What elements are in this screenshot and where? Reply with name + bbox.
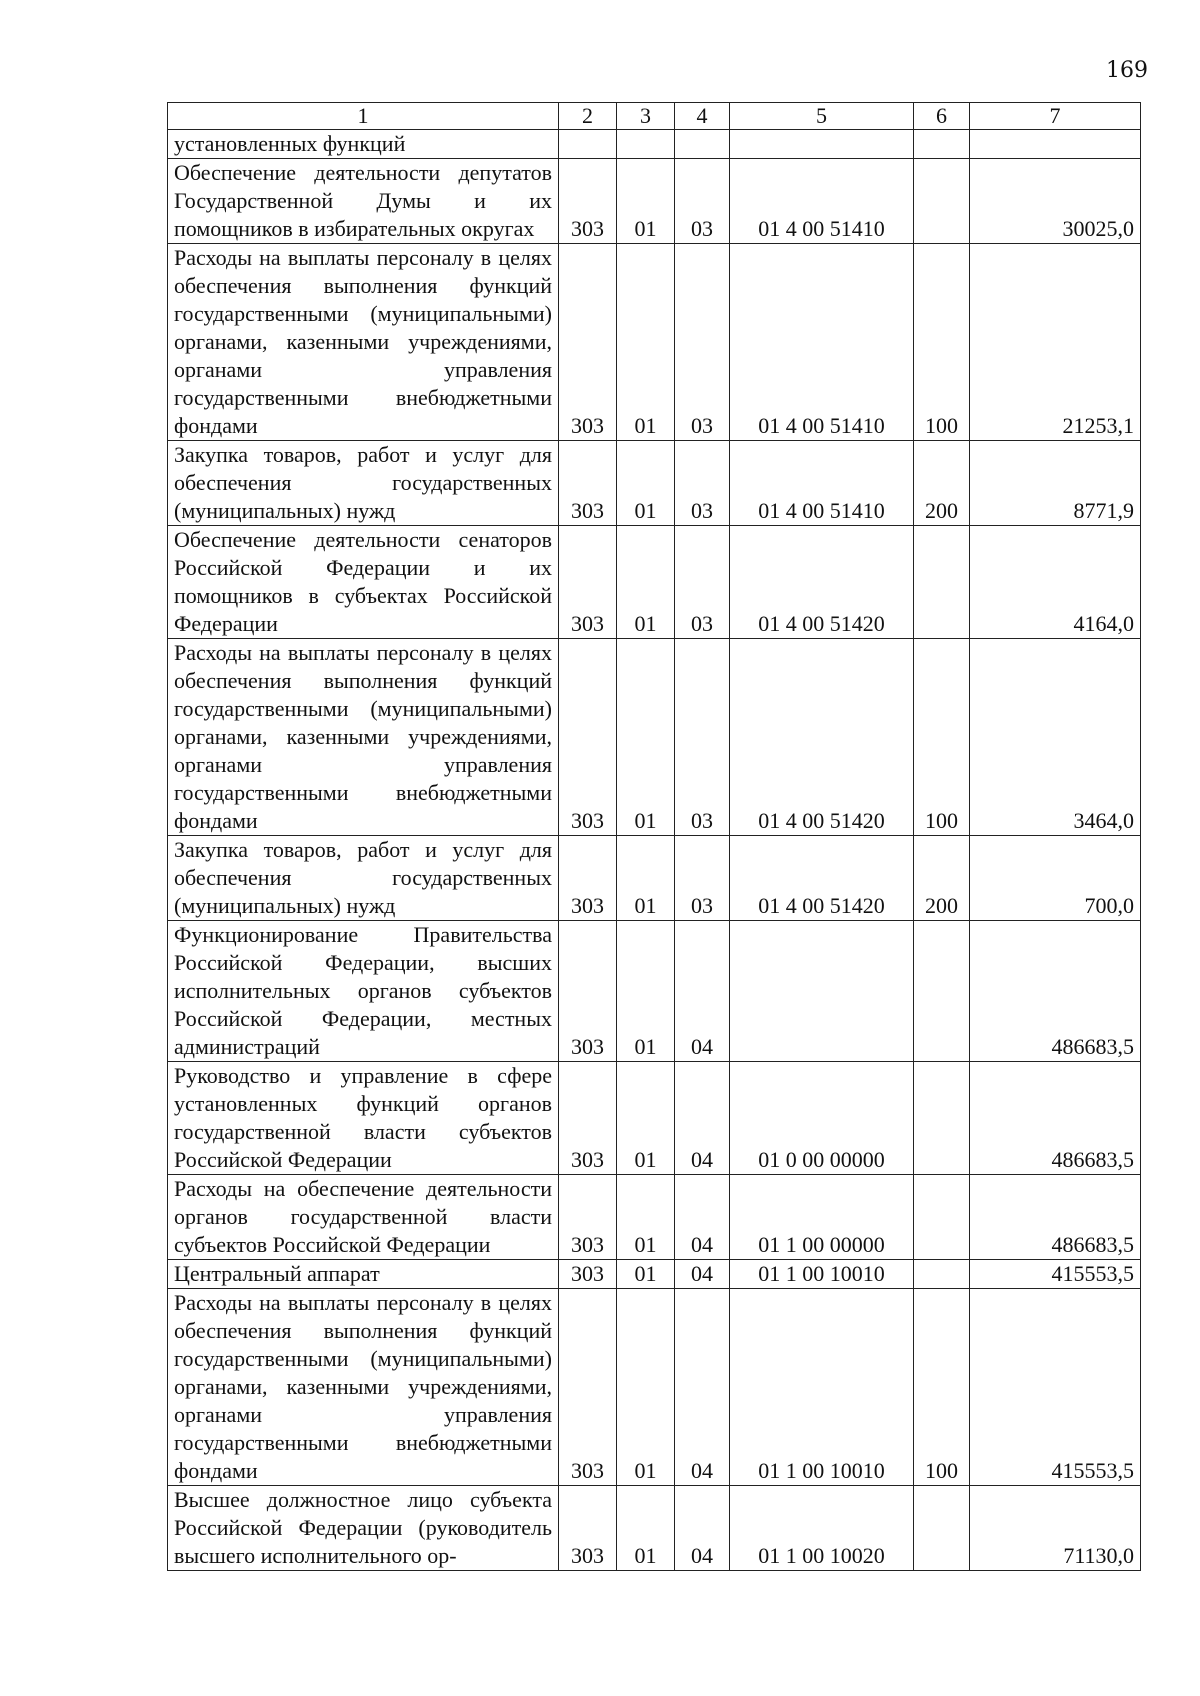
column-header: 6 [914,103,970,130]
target-article-code: 01 4 00 51420 [730,639,914,836]
section-code: 01 [617,1062,675,1175]
subsection-code: 03 [675,244,730,441]
column-header: 7 [970,103,1141,130]
table-row [168,836,1141,921]
expense-name: Руководство и управление в сфере установленных функций органов государственной власти субъектов Российской Федерации [168,1062,559,1175]
table-row [168,526,1141,639]
target-article-code: 01 1 00 00000 [730,1175,914,1260]
page-number: 169 [1106,58,1148,83]
ministry-code: 303 [559,159,617,244]
table-row [168,1486,1141,1571]
table-row [168,1175,1141,1260]
amount: 486683,5 [970,1062,1141,1175]
subsection-code: 03 [675,836,730,921]
expense-type-code: 200 [914,441,970,526]
expense-type-code [914,1175,970,1260]
amount: 3464,0 [970,639,1141,836]
column-header: 3 [617,103,675,130]
section-code: 01 [617,1260,675,1289]
ministry-code: 303 [559,526,617,639]
target-article-code: 01 4 00 51410 [730,441,914,526]
budget-table [167,102,1141,1571]
expense-name: Высшее должностное лицо субъекта Российской Федерации (руководитель высшего исполнительного ор- [168,1486,559,1571]
table-row [168,441,1141,526]
expense-name: установленных функций [168,130,559,159]
ministry-code [559,130,617,159]
amount [970,130,1141,159]
ministry-code: 303 [559,1062,617,1175]
expense-name: Центральный аппарат [168,1260,559,1289]
target-article-code: 01 4 00 51410 [730,159,914,244]
target-article-code: 01 1 00 10010 [730,1289,914,1486]
section-code: 01 [617,1486,675,1571]
target-article-code [730,130,914,159]
expense-type-code: 100 [914,639,970,836]
subsection-code: 03 [675,526,730,639]
table-row [168,1062,1141,1175]
expense-type-code [914,1260,970,1289]
amount: 30025,0 [970,159,1141,244]
ministry-code: 303 [559,1289,617,1486]
amount: 71130,0 [970,1486,1141,1571]
amount: 486683,5 [970,1175,1141,1260]
section-code: 01 [617,639,675,836]
ministry-code: 303 [559,836,617,921]
amount: 486683,5 [970,921,1141,1062]
subsection-code: 03 [675,159,730,244]
expense-type-code [914,1062,970,1175]
ministry-code: 303 [559,244,617,441]
amount: 21253,1 [970,244,1141,441]
section-code: 01 [617,526,675,639]
ministry-code: 303 [559,441,617,526]
target-article-code: 01 4 00 51410 [730,244,914,441]
column-header: 4 [675,103,730,130]
column-header: 5 [730,103,914,130]
expense-type-code [914,526,970,639]
ministry-code: 303 [559,921,617,1062]
expense-name: Расходы на выплаты персоналу в целях обеспечения выполнения функций государственными (муниципальными) органами, казенными учреждениями, органами управления государственными внебюджетными фондами [168,244,559,441]
section-code: 01 [617,1175,675,1260]
expense-name: Расходы на выплаты персоналу в целях обеспечения выполнения функций государственными (муниципальными) органами, казенными учреждениями, органами управления государственными внебюджетными фондами [168,639,559,836]
table-row [168,1289,1141,1486]
expense-name: Закупка товаров, работ и услуг для обеспечения государственных (муниципальных) нужд [168,836,559,921]
column-header: 2 [559,103,617,130]
subsection-code: 04 [675,1486,730,1571]
subsection-code: 04 [675,1260,730,1289]
expense-name: Обеспечение деятельности депутатов Государственной Думы и их помощников в избирательных округах [168,159,559,244]
section-code: 01 [617,244,675,441]
section-code: 01 [617,1289,675,1486]
target-article-code [730,921,914,1062]
expense-name: Закупка товаров, работ и услуг для обеспечения государственных (муниципальных) нужд [168,441,559,526]
table-row [168,130,1141,159]
target-article-code: 01 1 00 10010 [730,1260,914,1289]
ministry-code: 303 [559,1175,617,1260]
section-code: 01 [617,159,675,244]
subsection-code: 04 [675,1062,730,1175]
table-row [168,159,1141,244]
expense-name: Функционирование Правительства Российской Федерации, высших исполнительных органов субъектов Российской Федерации, местных администраций [168,921,559,1062]
section-code: 01 [617,921,675,1062]
ministry-code: 303 [559,1260,617,1289]
target-article-code: 01 1 00 10020 [730,1486,914,1571]
amount: 700,0 [970,836,1141,921]
subsection-code [675,130,730,159]
expense-type-code: 100 [914,244,970,441]
column-header: 1 [168,103,559,130]
section-code: 01 [617,441,675,526]
subsection-code: 04 [675,921,730,1062]
expense-type-code: 200 [914,836,970,921]
amount: 415553,5 [970,1260,1141,1289]
subsection-code: 04 [675,1175,730,1260]
target-article-code: 01 0 00 00000 [730,1062,914,1175]
amount: 4164,0 [970,526,1141,639]
expense-name: Расходы на обеспечение деятельности органов государственной власти субъектов Российской Федерации [168,1175,559,1260]
subsection-code: 03 [675,639,730,836]
subsection-code: 03 [675,441,730,526]
subsection-code: 04 [675,1289,730,1486]
table-row [168,244,1141,441]
expense-type-code [914,159,970,244]
expense-type-code [914,1486,970,1571]
target-article-code: 01 4 00 51420 [730,526,914,639]
section-code: 01 [617,836,675,921]
expense-name: Обеспечение деятельности сенаторов Российской Федерации и их помощников в субъектах Российской Федерации [168,526,559,639]
amount: 8771,9 [970,441,1141,526]
expense-name: Расходы на выплаты персоналу в целях обеспечения выполнения функций государственными (муниципальными) органами, казенными учреждениями, органами управления государственными внебюджетными фондами [168,1289,559,1486]
table-row [168,639,1141,836]
ministry-code: 303 [559,639,617,836]
expense-type-code [914,921,970,1062]
budget-table-body [168,103,1141,1571]
ministry-code: 303 [559,1486,617,1571]
expense-type-code: 100 [914,1289,970,1486]
amount: 415553,5 [970,1289,1141,1486]
section-code [617,130,675,159]
table-header-row [168,103,1141,130]
table-row [168,1260,1141,1289]
expense-type-code [914,130,970,159]
target-article-code: 01 4 00 51420 [730,836,914,921]
table-row [168,921,1141,1062]
